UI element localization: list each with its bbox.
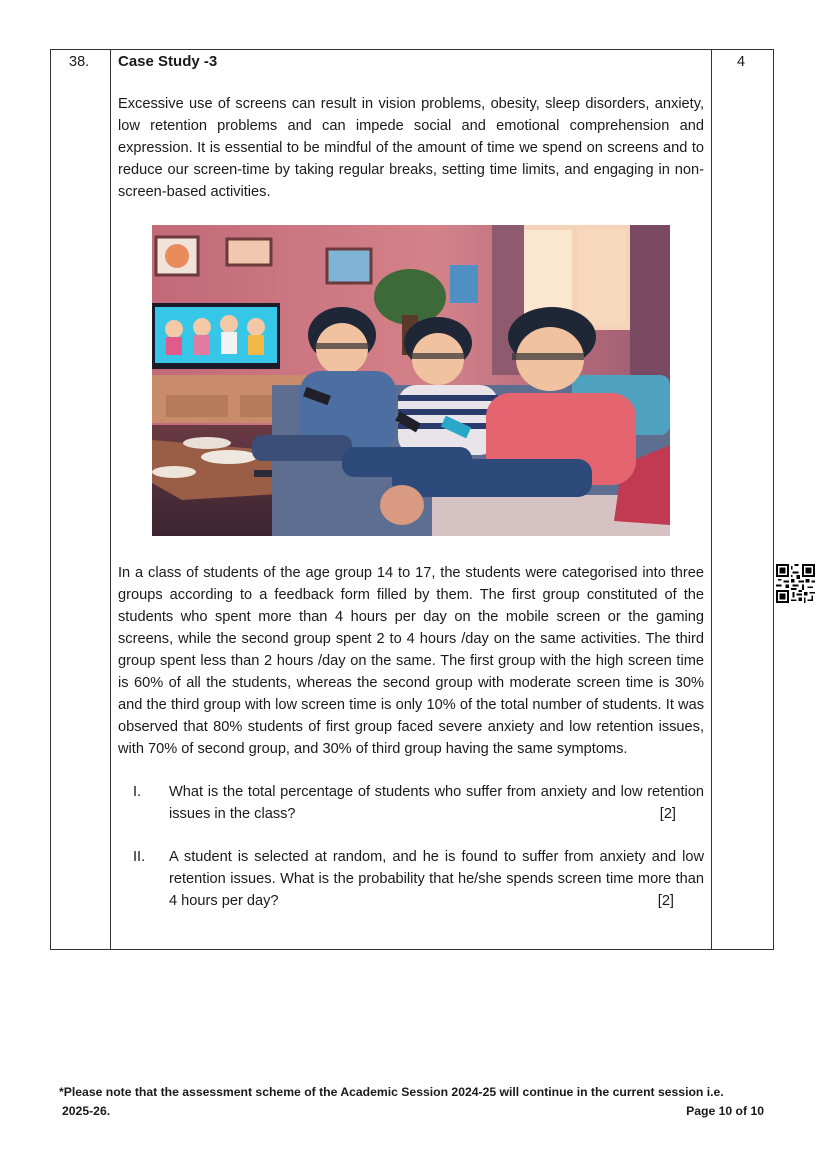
column-divider (711, 50, 712, 949)
column-divider (110, 50, 111, 949)
qr-code-icon[interactable] (776, 564, 815, 603)
case-study-title: Case Study -3 (118, 53, 218, 70)
children-screens-illustration (152, 225, 670, 536)
assessment-note-continued: 2025-26. (62, 1104, 111, 1118)
intro-paragraph: Excessive use of screens can result in vision problems, obesity, sleep disorders, anxiety, low retention problems and can impede social and emotional comprehension and expression. It is essential to be mindful of the amount of time we spend on screens and to reduce our screen-time by taking regular breaks, setting time limits, and engaging in non-screen-based activities. (118, 96, 704, 200)
subquestion-number: II. (133, 849, 146, 865)
page-footer (59, 1083, 769, 1121)
subquestion-text: What is the total percentage of students who suffer from anxiety and low retention issues in the class? (169, 784, 704, 822)
page-number: Page 10 of 10 (686, 1104, 764, 1118)
subquestion-1 (118, 781, 704, 825)
subquestion-2 (118, 846, 704, 912)
illustration-svg (152, 225, 670, 536)
assessment-note: *Please note that the assessment scheme of the Academic Session 2024-25 will continue in the current session i.e. (59, 1085, 724, 1099)
question-marks: 4 (737, 54, 746, 70)
question-table (50, 49, 774, 950)
question-content (118, 53, 704, 912)
question-number: 38. (69, 54, 90, 70)
subquestion-text: A student is selected at random, and he is found to suffer from anxiety and low retention issues. What is the probability that he/she spends screen time more than 4 hours per day? (169, 849, 704, 909)
subquestion-marks: [2] (659, 806, 676, 822)
description-paragraph: In a class of students of the age group 14 to 17, the students were categorised into three groups according to a feedback form filled by them. The first group constituted of the students who spent more than 4 hours per day on the mobile screen or the gaming screens, while the second group spent 2 to 4 hours /day on the same activities. The third group spent less than 2 hours /day on the same. The first group with the high screen time is 60% of all the students, whereas the second group with moderate screen time is 30% and the third group with low screen time is only 10% of the total number of students. It was observed that 80% students of first group faced severe anxiety and low retention issues, with 70% of second group, and 30% of third group having the same symptoms. (118, 565, 704, 757)
subquestion-marks: [2] (657, 893, 674, 909)
subquestion-number: I. (133, 784, 142, 800)
